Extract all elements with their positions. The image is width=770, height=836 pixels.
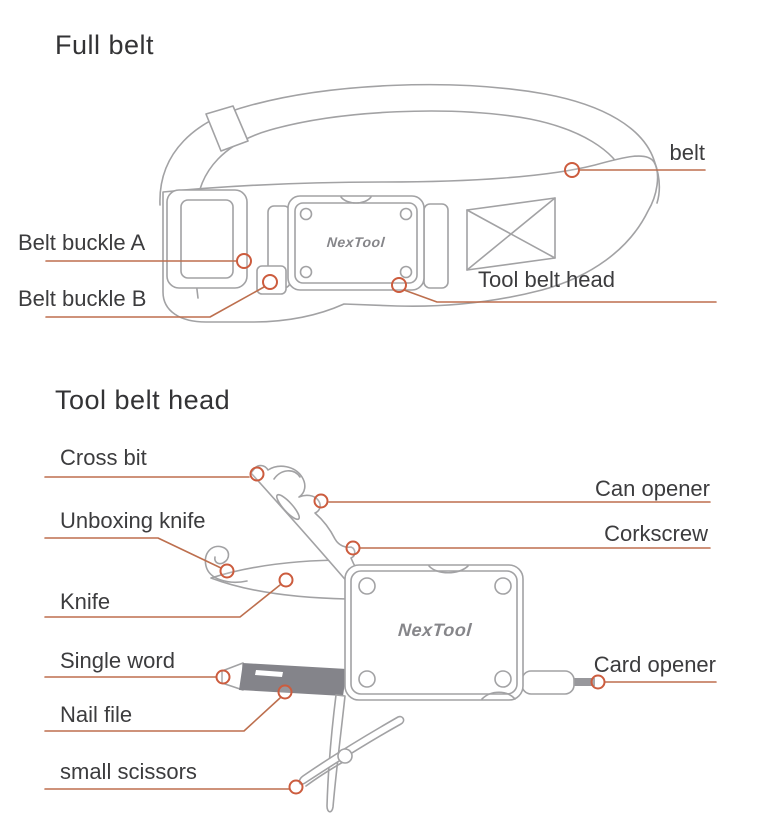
label-can-opener: Can opener: [595, 476, 710, 501]
label-single-word: Single word: [60, 648, 175, 673]
belt-right-tab: [424, 204, 448, 288]
scissors-pivot: [338, 749, 352, 763]
section2-title: Tool belt head: [55, 385, 231, 415]
callout-tool-belt-head: [392, 278, 406, 292]
callout-cross-bit: [251, 468, 264, 481]
label-corkscrew: Corkscrew: [604, 521, 708, 546]
callout-unboxing-knife: [221, 565, 234, 578]
label-unboxing-knife: Unboxing knife: [60, 508, 206, 533]
callout-buckle-a: [237, 254, 251, 268]
nail-file-body: [239, 663, 347, 696]
leader-unboxing-knife: [45, 538, 221, 568]
label-belt-buckle-b: Belt buckle B: [18, 286, 147, 311]
belt-keeper: [206, 106, 248, 151]
label-tool-belt-head: Tool belt head: [478, 267, 615, 292]
callout-single-word: [217, 671, 230, 684]
label-cross-bit: Cross bit: [60, 445, 147, 470]
scissors: [299, 695, 403, 812]
callout-small-scissors: [290, 781, 303, 794]
label-card-opener: Card opener: [593, 652, 716, 677]
label-belt: belt: [669, 140, 705, 165]
belt-buckle-a: [167, 190, 247, 288]
callout-knife: [280, 574, 293, 587]
brand-logo-belt-plate: NexTool: [326, 234, 386, 250]
callout-nail-file: [279, 686, 292, 699]
section1-title: Full belt: [55, 30, 155, 60]
label-belt-buckle-a: Belt buckle A: [18, 230, 146, 255]
scissors-blade-diagonal: [299, 717, 403, 785]
callout-belt: [565, 163, 579, 177]
callout-buckle-b: [263, 275, 277, 289]
brand-logo-tool-plate: NexTool: [397, 620, 473, 640]
callout-corkscrew: [347, 542, 360, 555]
label-nail-file: Nail file: [60, 702, 133, 727]
callout-can-opener: [315, 495, 328, 508]
label-small-scissors: small scissors: [60, 759, 197, 784]
callout-card-opener: [592, 676, 605, 689]
label-knife: Knife: [60, 589, 111, 614]
